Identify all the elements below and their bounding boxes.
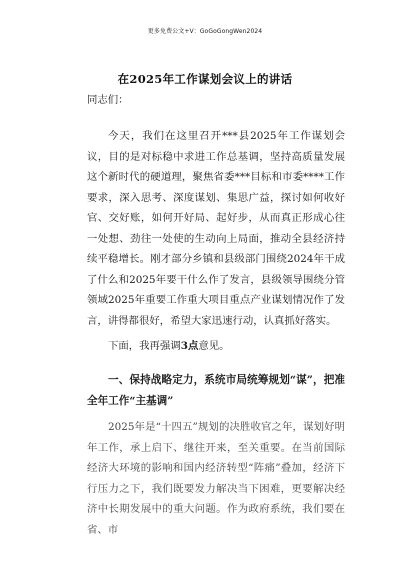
salutation: 同志们：	[87, 94, 129, 106]
paragraph-points-intro	[87, 336, 345, 357]
paragraph-section-1: 2025年是“十四五”规划的决胜收官之年，谋划好明年工作，承上启下、继往开来，至关重要。在当前国际经济大环境的影响和国内经济转型“阵痛”叠加，经济下行压力之下，我们既要发力解决当下困难，更要解决经济中长期发展中的重大问题。作为政府系统，我们要在省、市	[87, 421, 345, 536]
document-title: 在2025年工作谋划会议上的讲话	[117, 72, 293, 86]
points-count: 3点	[180, 340, 199, 352]
points-intro-suffix: 意见。	[198, 340, 230, 352]
points-intro-prefix: 下面，我再强调	[108, 340, 181, 352]
paragraph-opening: 今天，我们在这里召开***县2025年工作谋划会议，目的是对标稳中求进工作总基调，坚持高质量发展这个新时代的硬道理，聚焦省委***目标和市委****工作要求，深入思考、深度谋划、集思广益，探讨如何收好官、交好账，如何开好局、起好步，从而真正形成心往一处想、劲往一处使的生动向上局面，推动全县经济持续平稳增长。刚才部分乡镇和县级部门围绕2024年干成了什么和2025年要干什么作了发言，县级领导围绕分管领域2025年重要工作重大项目重点产业谋划情况作了发言，讲得都很好，希望大家迅速行动，认真抓好落实。	[87, 130, 345, 327]
header-note: 更多免费公文+V：GoGoGongWen2024	[147, 28, 263, 35]
section-heading-1: 一、保持战略定力，系统市局统筹规划“谋”，把准全年工作“主基调”	[87, 374, 345, 407]
